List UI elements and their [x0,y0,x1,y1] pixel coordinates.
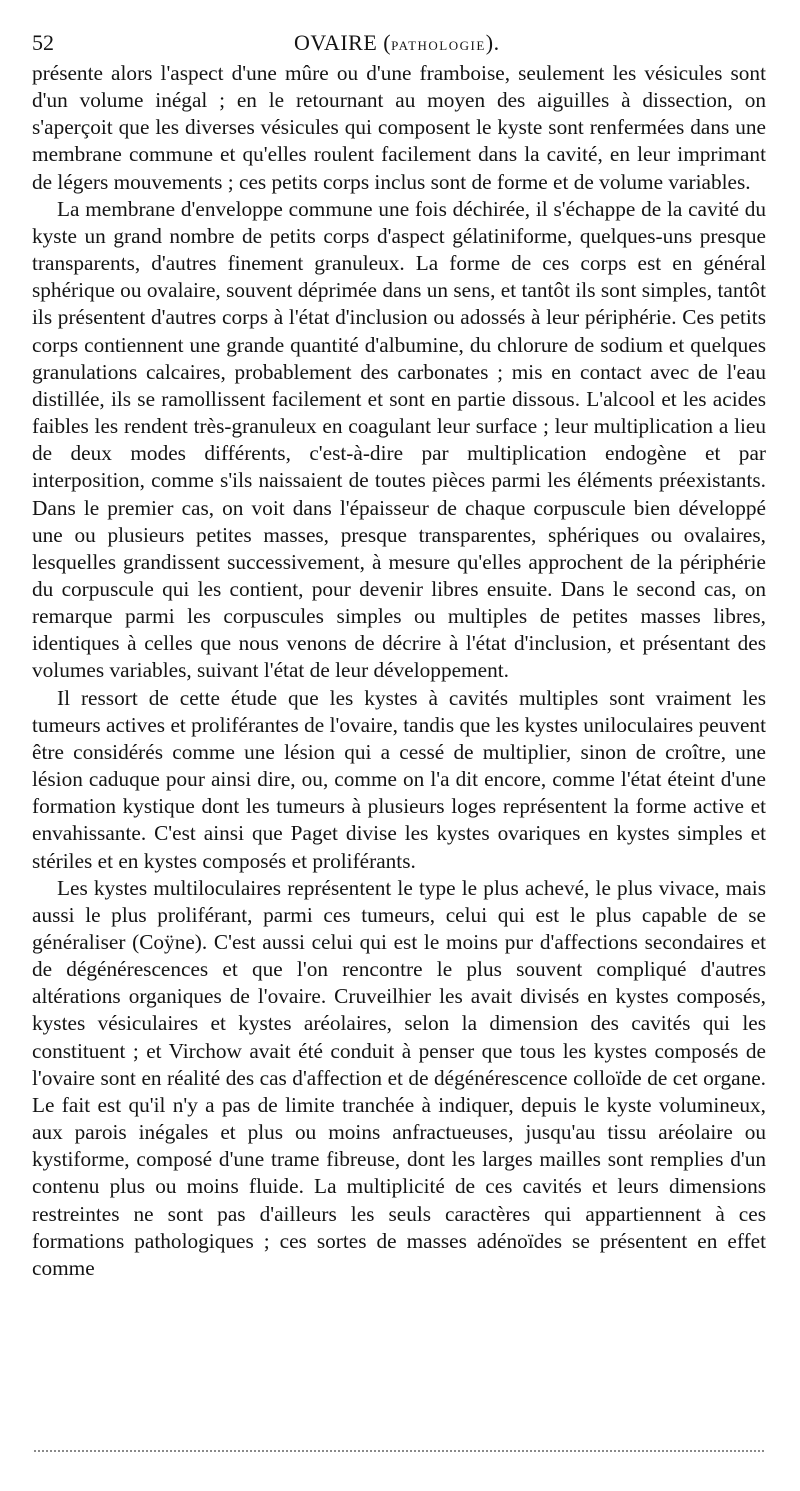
document-page [32,20,766,1282]
paragraph-membrane: La membrane d'enveloppe commune une fois déchirée, il s'échappe de la cavité du kyste un grand nombre de petits corps d'aspect gélatiniforme, quelques-uns presque transparents, d'autres finement granuleux. La forme de ces corps est en général sphérique ou ovalaire, souvent déprimée dans un sens, et tantôt ils sont simples, tantôt ils présentent d'autres corps à l'état d'inclusion ou adossés à leur périphérie. Ces petits corps contiennent une grande quantité d'albumine, du chlorure de sodium et quelques granulations calcaires, probablement des carbonates ; mis en contact avec de l'eau distillée, ils se ramollissent facilement et sont en partie dissous. L'alcool et les acides faibles les rendent très-granuleux en coagulant leur surface ; leur multiplication a lieu de deux modes différents, c'est-à-dire par multiplication endogène et par interposition, comme s'ils naissaient de toutes pièces parmi les éléments préexistants. Dans le premier cas, on voit dans l'épaisseur de chaque corpuscule bien développé une ou plusieurs petites masses, presque transparentes, sphériques ou ovalaires, lesquelles grandissent successivement, à mesure qu'elles approchent de la périphérie du corpuscule qui les contient, pour devenir libres ensuite. Dans le second cas, on remarque parmi les corpuscules simples ou multiples de petites masses libres, identiques à celles que nous venons de décrire à l'état d'inclusion, et présentant des volumes variables, suivant l'état de leur développement. [32,196,766,683]
footer-dotted-rule [34,1450,764,1452]
paragraph-multilocular: Les kystes multiloculaires représentent le type le plus achevé, le plus vivace, mais aussi le plus proliférant, parmi ces tumeurs, celui qui est le plus capable de se généraliser (Coÿne). C'est aussi celui qui est le moins pur d'affections secondaires et de dégénérescences et que l'on rencontre le plus souvent compliqué d'autres altérations organiques de l'ovaire. Cruveilhier les avait divisés en kystes composés, kystes vésiculaires et kystes aréolaires, selon la dimension des cavités qui les constituent ; et Virchow avait été conduit à penser que tous les kystes composés de l'ovaire sont en réalité des cas d'affection et de dégénérescence colloïde de cet organe. Le fait est qu'il n'y a pas de limite tranchée à indiquer, depuis le kyste volumineux, aux parois inégales et plus ou moins anfractueuses, jusqu'au tissu aréolaire ou kystiforme, composé d'une trame fibreuse, dont les larges mailles sont remplies d'un contenu plus ou moins fluide. La multiplicité de ces cavités et leurs dimensions restreintes ne sont pas d'ailleurs les seuls caractères qui appartiennent à ces formations pathologiques ; ces sortes de masses adénoïdes se présentent en effet comme [32,875,766,1280]
running-head [294,30,500,56]
running-head-open: ( [383,30,392,55]
body-text [32,60,766,1282]
running-head-title: OVAIRE [294,30,378,55]
paragraph-continued: présente alors l'aspect d'une mûre ou d'une framboise, seulement les vésicules sont d'un volume inégal ; en le retournant au moyen des aiguilles à dissection, on s'aperçoit que les diverses vésicules qui composent le kyste sont renfermées dans une membrane commune et qu'elles roulent facilement dans la cavité, en leur imprimant de légers mouvements ; ces petits corps inclus sont de forme et de volume variables. [32,61,766,194]
paragraph-study: Il ressort de cette étude que les kystes à cavités multiples sont vraiment les tumeurs actives et proliférantes de l'ovaire, tandis que les kystes uniloculaires peuvent être considérés comme une lésion qui a cessé de multiplier, sinon de croître, une lésion caduque pour ainsi dire, ou, comme on l'a dit encore, comme l'état éteint d'une formation kystique dont les tumeurs à plusieurs loges représentent la forme active et envahissante. C'est ainsi que Paget divise les kystes ovariques en kystes simples et stériles et en kystes composés et proliférants. [32,685,766,873]
page-number: 52 [32,30,54,55]
page-header [32,20,766,60]
running-head-subtitle: PATHOLOGIE [391,38,486,53]
running-head-close: ). [485,30,500,55]
